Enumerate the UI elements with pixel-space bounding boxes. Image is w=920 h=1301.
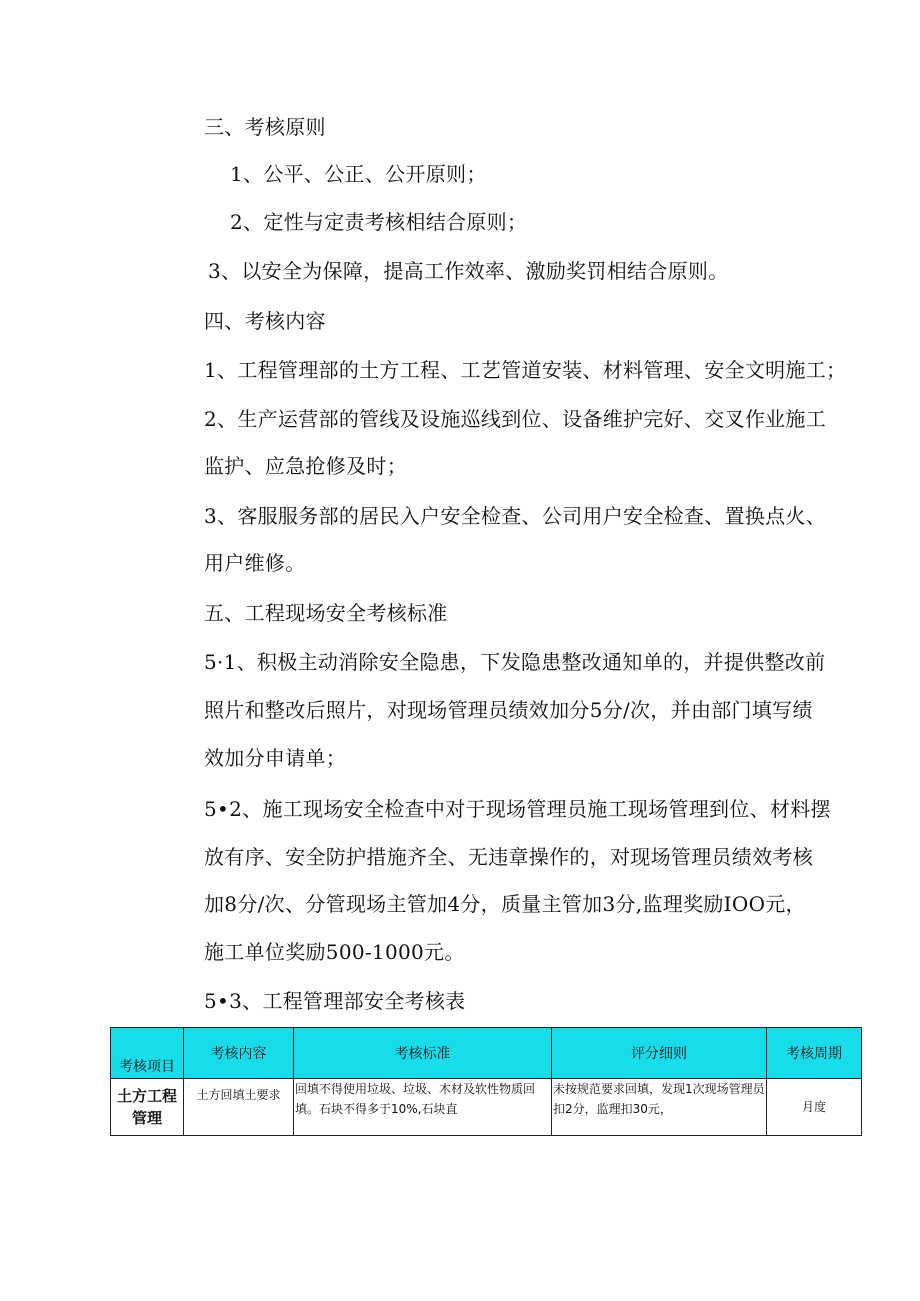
content-item-2-cont: 监护、应急抢修及时； xyxy=(204,454,407,478)
cell-cycle: 月度 xyxy=(767,1079,862,1136)
standard-5-2-cont-a: 放有序、安全防护措施齐全、无违章操作的，对现场管理员绩效考核 xyxy=(204,845,813,869)
table-caption: 5•3、工程管理部安全考核表 xyxy=(204,989,466,1013)
standard-5-2-cont-b: 加8分/次、分管现场主管加4分，质量主管加3分,监理奖励IOO元， xyxy=(204,892,806,916)
cell-scoring-rules: 未按规范要求回填，发现1次现场管理员扣2分，监理扣30元， xyxy=(552,1079,767,1136)
header-assessment-item: 考核项目 xyxy=(111,1028,184,1079)
standard-5-2: 5•2、施工现场安全检查中对于现场管理员施工现场管理到位、材料摆 xyxy=(204,797,831,821)
heading-site-safety-standard: 五、工程现场安全考核标准 xyxy=(204,601,448,625)
heading-assessment-principles: 三、考核原则 xyxy=(204,115,326,139)
safety-assessment-table xyxy=(110,1027,862,1136)
header-scoring-rules: 评分细则 xyxy=(552,1028,767,1079)
principle-item-2: 2、定性与定责考核相结合原则； xyxy=(230,210,528,234)
content-item-1: 1、工程管理部的土方工程、工艺管道安装、材料管理、安全文明施工； xyxy=(204,358,847,382)
content-item-3-cont: 用户维修。 xyxy=(204,551,306,575)
content-item-2: 2、生产运营部的管线及设施巡线到位、设备维护完好、交叉作业施工 xyxy=(204,407,827,431)
standard-5-1-cont-a: 照片和整改后照片，对现场管理员绩效加分5分/次，并由部门填写绩 xyxy=(204,698,813,722)
cell-item: 土方工程管理 xyxy=(111,1079,184,1136)
standard-5-1: 5·1、积极主动消除安全隐患，下发隐患整改通知单的，并提供整改前 xyxy=(204,650,826,674)
cell-content: 土方回填土要求 xyxy=(184,1079,294,1136)
table-row xyxy=(111,1079,862,1136)
header-assessment-standard: 考核标准 xyxy=(294,1028,552,1079)
table-header-row xyxy=(111,1028,862,1079)
principle-item-1: 1、公平、公正、公开原则； xyxy=(230,162,487,186)
standard-5-2-cont-c: 施工单位奖励500-1000元。 xyxy=(204,940,465,964)
standard-5-1-cont-b: 效加分申请单； xyxy=(204,746,347,770)
header-assessment-cycle: 考核周期 xyxy=(767,1028,862,1079)
header-assessment-content: 考核内容 xyxy=(184,1028,294,1079)
heading-assessment-content: 四、考核内容 xyxy=(204,309,326,333)
content-item-3: 3、客服服务部的居民入户安全检查、公司用户安全检查、置换点火、 xyxy=(204,504,827,528)
cell-standard: 回填不得使用垃圾、垃圾、木材及软性物质回填。石块不得多于10%,石块直 xyxy=(294,1079,552,1136)
principle-item-3: 3、以安全为保障，提高工作效率、激励奖罚相结合原则。 xyxy=(208,259,729,283)
